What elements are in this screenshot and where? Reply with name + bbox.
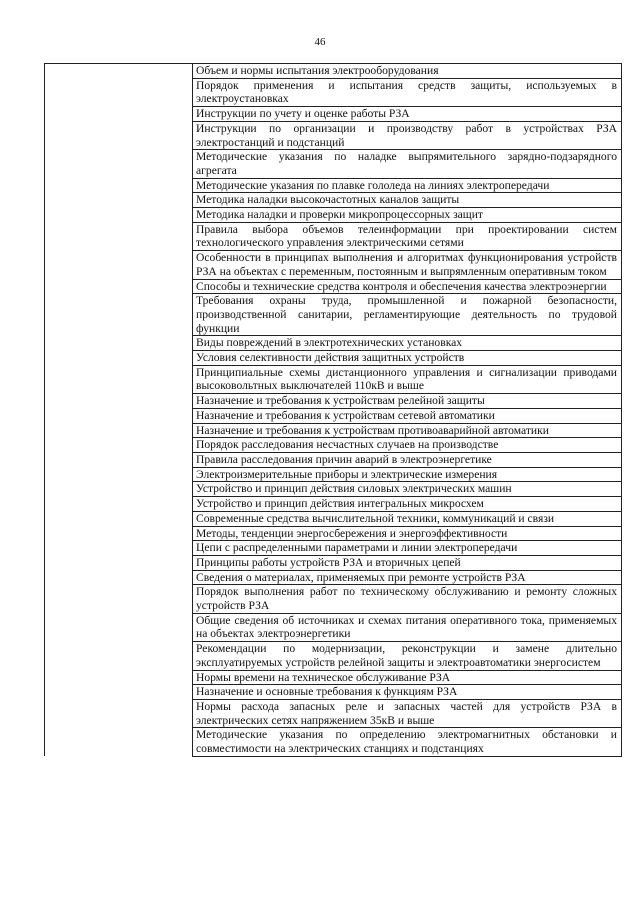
category-cell — [45, 497, 193, 512]
requirement-cell: Требования охраны труда, промышленной и пожарной безопасности, производственной санитарии, регламентирующие деятельность по трудовой функции — [193, 294, 622, 336]
requirement-cell: Методические указания по определению электромагнитных обстановки и совместимости на электрических станциях и подстанциях — [193, 728, 622, 756]
category-cell — [45, 438, 193, 453]
category-cell — [45, 699, 193, 727]
table-row — [45, 408, 622, 423]
table-row — [45, 121, 622, 149]
table-row — [45, 193, 622, 208]
category-cell — [45, 279, 193, 294]
table-row — [45, 613, 622, 641]
category-cell — [45, 64, 193, 79]
requirement-cell: Устройство и принцип действия силовых электрических машин — [193, 482, 622, 497]
category-cell — [45, 555, 193, 570]
requirement-cell: Виды повреждений в электротехнических установках — [193, 336, 622, 351]
requirement-cell: Методика наладки высокочастотных каналов защиты — [193, 193, 622, 208]
requirement-cell: Порядок применения и испытания средств защиты, используемых в электроустановках — [193, 78, 622, 106]
category-cell — [45, 394, 193, 409]
table-row — [45, 222, 622, 250]
category-cell — [45, 423, 193, 438]
table-row — [45, 728, 622, 756]
table-row — [45, 423, 622, 438]
table-row — [45, 279, 622, 294]
table-row — [45, 467, 622, 482]
knowledge-requirements-table — [44, 63, 622, 757]
category-cell — [45, 452, 193, 467]
table-body — [45, 64, 622, 757]
table-row — [45, 555, 622, 570]
table-row — [45, 511, 622, 526]
page-number: 46 — [314, 36, 326, 48]
requirement-cell: Электроизмерительные приборы и электрические измерения — [193, 467, 622, 482]
category-cell — [45, 526, 193, 541]
category-cell — [45, 613, 193, 641]
table-row — [45, 294, 622, 336]
requirement-cell: Способы и технические средства контроля и обеспечения качества электроэнергии — [193, 279, 622, 294]
table-row — [45, 251, 622, 279]
table-row — [45, 150, 622, 178]
category-cell — [45, 728, 193, 756]
table-row — [45, 208, 622, 223]
category-cell — [45, 336, 193, 351]
table-row — [45, 526, 622, 541]
requirement-cell: Устройство и принцип действия интегральных микросхем — [193, 497, 622, 512]
requirement-cell: Нормы времени на техническое обслуживание РЗА — [193, 670, 622, 685]
table-row — [45, 670, 622, 685]
category-cell — [45, 408, 193, 423]
table-row — [45, 64, 622, 79]
table-row — [45, 585, 622, 613]
requirement-cell: Инструкции по организации и производству работ в устройствах РЗА электростанций и подстанций — [193, 121, 622, 149]
table-row — [45, 541, 622, 556]
table-row — [45, 336, 622, 351]
requirement-cell: Современные средства вычислительной техники, коммуникаций и связи — [193, 511, 622, 526]
category-cell — [45, 642, 193, 670]
table-row — [45, 438, 622, 453]
requirement-cell: Методические указания по плавке гололеда на линиях электропередачи — [193, 178, 622, 193]
requirement-cell: Правила выбора объемов телеинформации при проектировании систем технологического управления электрическими сетями — [193, 222, 622, 250]
category-cell — [45, 251, 193, 279]
requirement-cell: Назначение и требования к устройствам релейной защиты — [193, 394, 622, 409]
table-row — [45, 365, 622, 393]
requirement-cell: Методы, тенденции энергосбережения и энергоэффективности — [193, 526, 622, 541]
requirement-cell: Назначение и основные требования к функциям РЗА — [193, 685, 622, 700]
category-cell — [45, 193, 193, 208]
category-cell — [45, 294, 193, 336]
requirement-cell: Сведения о материалах, применяемых при ремонте устройств РЗА — [193, 570, 622, 585]
category-cell — [45, 511, 193, 526]
category-cell — [45, 208, 193, 223]
requirement-cell: Методические указания по наладке выпрямительного зарядно-подзарядного агрегата — [193, 150, 622, 178]
category-cell — [45, 670, 193, 685]
category-cell — [45, 121, 193, 149]
category-cell — [45, 482, 193, 497]
requirement-cell: Назначение и требования к устройствам противоаварийной автоматики — [193, 423, 622, 438]
table-row — [45, 394, 622, 409]
table-row — [45, 570, 622, 585]
table-row — [45, 178, 622, 193]
requirement-cell: Нормы расхода запасных реле и запасных частей для устройств РЗА в электрических сетях напряжением 35кВ и выше — [193, 699, 622, 727]
table-row — [45, 497, 622, 512]
category-cell — [45, 685, 193, 700]
requirement-cell: Принципы работы устройств РЗА и вторичных цепей — [193, 555, 622, 570]
table-row — [45, 107, 622, 122]
category-cell — [45, 178, 193, 193]
category-cell — [45, 541, 193, 556]
category-cell — [45, 585, 193, 613]
category-cell — [45, 78, 193, 106]
requirement-cell: Рекомендации по модернизации, реконструкции и замене длительно эксплуатируемых устройств релейной защиты и электроавтоматики энергосистем — [193, 642, 622, 670]
table-row — [45, 78, 622, 106]
requirement-cell: Объем и нормы испытания электрооборудования — [193, 64, 622, 79]
requirement-cell: Назначение и требования к устройствам сетевой автоматики — [193, 408, 622, 423]
table-row — [45, 699, 622, 727]
requirement-cell: Методика наладки и проверки микропроцессорных защит — [193, 208, 622, 223]
requirement-cell: Цепи с распределенными параметрами и линии электропередачи — [193, 541, 622, 556]
requirement-cell: Условия селективности действия защитных устройств — [193, 351, 622, 366]
requirement-cell: Правила расследования причин аварий в электроэнергетике — [193, 452, 622, 467]
category-cell — [45, 351, 193, 366]
table-row — [45, 351, 622, 366]
category-cell — [45, 107, 193, 122]
category-cell — [45, 222, 193, 250]
category-cell — [45, 365, 193, 393]
category-cell — [45, 467, 193, 482]
requirement-cell: Порядок выполнения работ по техническому обслуживанию и ремонту сложных устройств РЗА — [193, 585, 622, 613]
requirement-cell: Принципиальные схемы дистанционного управления и сигнализации приводами высоковольтных выключателей 110кВ и выше — [193, 365, 622, 393]
requirement-cell: Порядок расследования несчастных случаев на производстве — [193, 438, 622, 453]
requirement-cell: Общие сведения об источниках и схемах питания оперативного тока, применяемых на объектах электроэнергетики — [193, 613, 622, 641]
table-row — [45, 452, 622, 467]
table-row — [45, 482, 622, 497]
category-cell — [45, 150, 193, 178]
requirement-cell: Инструкции по учету и оценке работы РЗА — [193, 107, 622, 122]
table-row — [45, 642, 622, 670]
table-row — [45, 685, 622, 700]
category-cell — [45, 570, 193, 585]
requirement-cell: Особенности в принципах выполнения и алгоритмах функционирования устройств РЗА на объектах с переменным, постоянным и выпрямленным оперативным током — [193, 251, 622, 279]
